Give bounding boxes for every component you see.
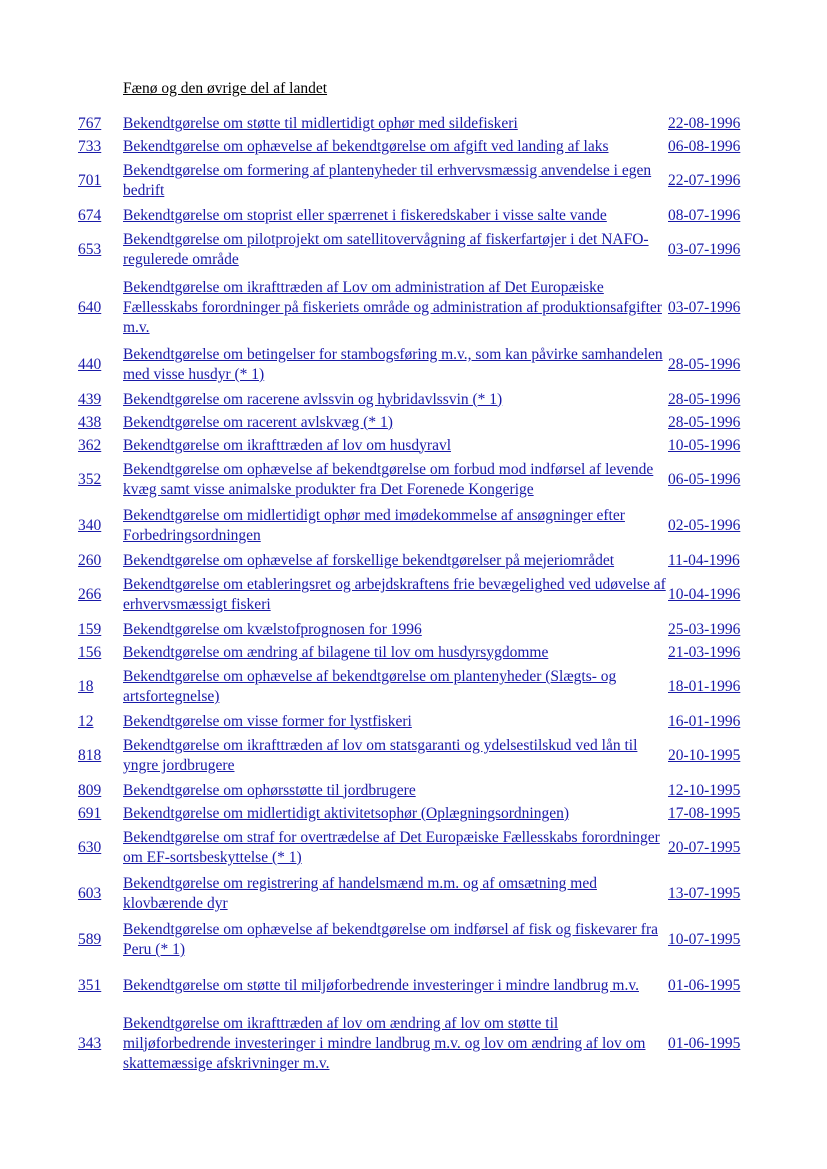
table-row (78, 825, 758, 871)
row-title-cell (123, 112, 668, 135)
regulation-number-link[interactable]: 653 (78, 241, 102, 258)
row-title-cell (123, 733, 668, 779)
regulation-number-link[interactable]: 352 (78, 471, 102, 488)
regulation-title-link[interactable]: Bekendtgørelse om racerent avlskvæg (* 1) (123, 413, 393, 431)
row-number-cell (78, 572, 123, 618)
row-date-cell (668, 388, 758, 411)
row-title-cell (123, 273, 668, 342)
regulation-number-link[interactable]: 266 (78, 586, 102, 603)
table-row (78, 779, 758, 802)
row-title-cell (123, 779, 668, 802)
row-title-cell (123, 457, 668, 503)
regulation-date-link[interactable]: 10-05-1996 (668, 436, 741, 454)
row-date-cell (668, 917, 758, 963)
regulation-date-link[interactable]: 01-06-1995 (668, 977, 741, 994)
row-number-cell (78, 411, 123, 434)
regulation-date-link[interactable]: 22-08-1996 (668, 114, 741, 132)
row-number-cell (78, 457, 123, 503)
table-row (78, 342, 758, 388)
regulation-title-link[interactable]: Bekendtgørelse om ophævelse af bekendtgørelse om indførsel af fisk og fiskevarer fra Peru (* 1) (123, 921, 659, 958)
regulation-title-link[interactable]: Bekendtgørelse om støtte til miljøforbedrende investeringer i mindre landbrug m.v. (123, 977, 639, 994)
regulation-number-link[interactable]: 156 (78, 643, 102, 661)
regulation-title-link[interactable]: Bekendtgørelse om betingelser for stambogsføring m.v., som kan påvirke samhandelen med visse husdyr (* 1) (123, 346, 663, 383)
row-title-cell (123, 411, 668, 434)
regulation-title-link[interactable]: Bekendtgørelse om midlertidigt aktivitetsophør (Oplægningsordningen) (123, 804, 569, 822)
regulation-number-link[interactable]: 351 (78, 977, 102, 994)
regulation-date-link[interactable]: 10-04-1996 (668, 586, 741, 603)
row-date-cell (668, 158, 758, 204)
row-date-cell (668, 273, 758, 342)
row-date-cell (668, 112, 758, 135)
row-date-cell (668, 549, 758, 572)
table-row (78, 710, 758, 733)
regulation-title-link[interactable]: Bekendtgørelse om visse former for lystfiskeri (123, 712, 412, 730)
table-row (78, 802, 758, 825)
row-number-cell (78, 158, 123, 204)
regulation-date-link[interactable]: 18-01-1996 (668, 678, 741, 695)
table-row (78, 572, 758, 618)
regulation-number-link[interactable]: 343 (78, 1034, 102, 1052)
table-row (78, 158, 758, 204)
regulation-date-link[interactable]: 17-08-1995 (668, 804, 741, 822)
table-row (78, 411, 758, 434)
row-title-cell (123, 641, 668, 664)
row-title-cell (123, 802, 668, 825)
row-title-cell (123, 227, 668, 273)
row-number-cell (78, 779, 123, 802)
row-title-cell (123, 158, 668, 204)
row-number-cell (78, 342, 123, 388)
regulation-number-link[interactable]: 674 (78, 206, 102, 224)
row-date-cell (668, 825, 758, 871)
row-title-cell (123, 664, 668, 710)
row-title-cell (123, 618, 668, 641)
row-date-cell (668, 342, 758, 388)
table-row (78, 135, 758, 158)
regulation-title-link[interactable]: Bekendtgørelse om støtte til midlertidigt ophør med sildefiskeri (123, 114, 518, 132)
regulation-title-link[interactable]: Bekendtgørelse om straf for overtrædelse af Det Europæiske Fællesskabs forordninger om EF-sortsbeskyttelse (* 1) (123, 829, 660, 866)
regulation-title-link[interactable]: Bekendtgørelse om ophørsstøtte til jordbrugere (123, 781, 416, 799)
regulation-title-link[interactable]: Bekendtgørelse om stoprist eller spærrenet i fiskeredskaber i visse salte vande (123, 206, 607, 224)
table-row (78, 503, 758, 549)
regulation-number-link[interactable]: 630 (78, 839, 102, 856)
row-number-cell (78, 825, 123, 871)
table-row (78, 112, 758, 135)
row-title-cell (123, 549, 668, 572)
row-date-cell (668, 227, 758, 273)
regulation-date-link[interactable]: 01-06-1995 (668, 1034, 741, 1052)
row-number-cell (78, 963, 123, 1009)
regulation-date-link[interactable]: 20-10-1995 (668, 747, 741, 764)
row-date-cell (668, 204, 758, 227)
row-number-cell (78, 434, 123, 457)
row-date-cell (668, 733, 758, 779)
table-row (78, 388, 758, 411)
table-row (78, 434, 758, 457)
row-title-cell (123, 1009, 668, 1078)
regulation-title-link[interactable]: Bekendtgørelse om etableringsret og arbejdskraftens frie bevægelighed ved udøvelse af erhvervsmæssigt fiskeri (123, 576, 666, 613)
regulation-date-link[interactable]: 13-07-1995 (668, 885, 741, 902)
row-title-cell (123, 963, 668, 1009)
regulation-title-link[interactable]: Bekendtgørelse om racerene avlssvin og hybridavlssvin (* 1) (123, 390, 503, 408)
regulation-date-link[interactable]: 28-05-1996 (668, 356, 741, 373)
row-date-cell (668, 1009, 758, 1078)
regulation-number-link[interactable]: 12 (78, 712, 94, 730)
table-row (78, 273, 758, 342)
regulation-date-link[interactable]: 02-05-1996 (668, 517, 741, 534)
row-number-cell (78, 733, 123, 779)
row-date-cell (668, 802, 758, 825)
regulation-number-link[interactable]: 260 (78, 551, 102, 569)
row-title-cell (123, 710, 668, 733)
regulation-title-link[interactable]: Bekendtgørelse om ikrafttræden af lov om ændring af lov om støtte til miljøforbedrende investeringer i mindre landbrug m.v. og lov om ændring af lov om skattemæssige afskrivninger m.v. (123, 1014, 646, 1072)
regulation-number-link[interactable]: 603 (78, 885, 102, 902)
row-title-cell (123, 572, 668, 618)
regulation-number-link[interactable]: 818 (78, 747, 102, 764)
table-row (78, 733, 758, 779)
row-number-cell (78, 871, 123, 917)
row-title-cell (123, 388, 668, 411)
regulation-title-link[interactable]: Bekendtgørelse om ophævelse af bekendtgørelse om forbud mod indførsel af levende kvæg samt visse animalske produkter fra Det Forenede Kongerige (123, 461, 654, 498)
regulation-title-link[interactable]: Bekendtgørelse om ikrafttræden af lov om statsgaranti og ydelsestilskud ved lån til yngre jordbrugere (123, 737, 638, 774)
regulation-title-link[interactable]: Bekendtgørelse om kvælstofprognosen for 1996 (123, 620, 422, 638)
row-number-cell (78, 388, 123, 411)
regulation-title-link[interactable]: Bekendtgørelse om midlertidigt ophør med imødekommelse af ansøgninger efter Forbedringsordningen (123, 507, 625, 544)
row-title-cell (123, 917, 668, 963)
regulation-title-link[interactable]: Bekendtgørelse om formering af plantenyheder til erhvervsmæssig anvendelse i egen bedrift (123, 162, 652, 199)
regulation-date-link[interactable]: 21-03-1996 (668, 643, 741, 661)
table-row (78, 457, 758, 503)
row-number-cell (78, 549, 123, 572)
regulation-date-link[interactable]: 10-07-1995 (668, 931, 741, 948)
regulation-number-link[interactable]: 589 (78, 931, 102, 948)
regulation-date-link[interactable]: 12-10-1995 (668, 781, 741, 799)
row-title-cell (123, 135, 668, 158)
row-number-cell (78, 917, 123, 963)
row-date-cell (668, 572, 758, 618)
row-number-cell (78, 641, 123, 664)
regulation-date-link[interactable]: 28-05-1996 (668, 390, 741, 408)
row-date-cell (668, 457, 758, 503)
table-row (78, 227, 758, 273)
table-row (78, 917, 758, 963)
regulation-date-link[interactable]: 11-04-1996 (668, 551, 740, 569)
row-title-cell (123, 871, 668, 917)
regulations-table (78, 112, 758, 1078)
regulation-number-link[interactable]: 701 (78, 172, 102, 189)
regulation-date-link[interactable]: 06-08-1996 (668, 137, 741, 155)
regulation-number-link[interactable]: 809 (78, 781, 102, 799)
regulation-number-link[interactable]: 362 (78, 436, 102, 454)
regulation-title-link[interactable]: Bekendtgørelse om pilotprojekt om satellitovervågning af fiskerfartøjer i det NAFO-regulerede område (123, 231, 649, 268)
row-number-cell (78, 135, 123, 158)
row-title-cell (123, 204, 668, 227)
regulation-date-link[interactable]: 28-05-1996 (668, 413, 741, 431)
regulation-title-link[interactable]: Bekendtgørelse om ikrafttræden af lov om husdyravl (123, 436, 452, 454)
regulation-number-link[interactable]: 18 (78, 678, 94, 695)
regulation-number-link[interactable]: 733 (78, 137, 102, 155)
regulation-number-link[interactable]: 440 (78, 356, 102, 373)
regulation-title-link[interactable]: Bekendtgørelse om ophævelse af bekendtgørelse om afgift ved landing af laks (123, 137, 609, 155)
row-number-cell (78, 112, 123, 135)
row-date-cell (668, 434, 758, 457)
row-number-cell (78, 204, 123, 227)
regulation-title-link[interactable]: Bekendtgørelse om registrering af handelsmænd m.m. og af omsætning med klovbærende dyr (123, 875, 597, 912)
regulation-title-link[interactable]: Bekendtgørelse om ikrafttræden af Lov om administration af Det Europæiske Fællesskabs forordninger på fiskeriets område og administration af produktionsafgifter m.v. (123, 278, 662, 336)
regulation-number-link[interactable]: 159 (78, 620, 102, 638)
row-number-cell (78, 710, 123, 733)
regulation-date-link[interactable]: 03-07-1996 (668, 298, 741, 316)
regulation-title-link[interactable]: Bekendtgørelse om ændring af bilagene til lov om husdyrsygdomme (123, 643, 549, 661)
table-row (78, 549, 758, 572)
table-row (78, 664, 758, 710)
table-row (78, 871, 758, 917)
table-row (78, 204, 758, 227)
regulation-number-link[interactable]: 438 (78, 413, 102, 431)
row-title-cell (123, 434, 668, 457)
row-date-cell (668, 411, 758, 434)
row-number-cell (78, 1009, 123, 1078)
row-number-cell (78, 802, 123, 825)
row-date-cell (668, 963, 758, 1009)
row-title-cell (123, 342, 668, 388)
regulation-date-link[interactable]: 06-05-1996 (668, 471, 741, 488)
regulation-date-link[interactable]: 08-07-1996 (668, 206, 741, 224)
regulation-title-link[interactable]: Bekendtgørelse om ophævelse af bekendtgørelse om plantenyheder (Slægts- og artsfortegnelse) (123, 668, 617, 705)
regulation-date-link[interactable]: 22-07-1996 (668, 172, 741, 189)
regulation-date-link[interactable]: 03-07-1996 (668, 241, 741, 258)
row-date-cell (668, 664, 758, 710)
regulation-number-link[interactable]: 640 (78, 298, 102, 316)
table-row (78, 618, 758, 641)
row-number-cell (78, 503, 123, 549)
row-date-cell (668, 135, 758, 158)
regulation-number-link[interactable]: 439 (78, 390, 102, 408)
row-date-cell (668, 871, 758, 917)
table-row (78, 963, 758, 1009)
regulation-date-link[interactable]: 20-07-1995 (668, 839, 741, 856)
row-date-cell (668, 503, 758, 549)
row-number-cell (78, 273, 123, 342)
row-number-cell (78, 618, 123, 641)
regulation-number-link[interactable]: 691 (78, 804, 102, 822)
regulation-number-link[interactable]: 340 (78, 517, 102, 534)
section-heading: Fænø og den øvrige del af landet (123, 80, 328, 97)
row-date-cell (668, 618, 758, 641)
table-row (78, 641, 758, 664)
regulation-date-link[interactable]: 25-03-1996 (668, 620, 741, 638)
row-date-cell (668, 641, 758, 664)
row-date-cell (668, 710, 758, 733)
row-date-cell (668, 779, 758, 802)
row-title-cell (123, 825, 668, 871)
row-title-cell (123, 503, 668, 549)
row-number-cell (78, 664, 123, 710)
row-number-cell (78, 227, 123, 273)
regulation-date-link[interactable]: 16-01-1996 (668, 712, 741, 730)
table-row (78, 1009, 758, 1078)
regulation-number-link[interactable]: 767 (78, 114, 102, 132)
regulation-title-link[interactable]: Bekendtgørelse om ophævelse af forskellige bekendtgørelser på mejeriområdet (123, 551, 615, 569)
